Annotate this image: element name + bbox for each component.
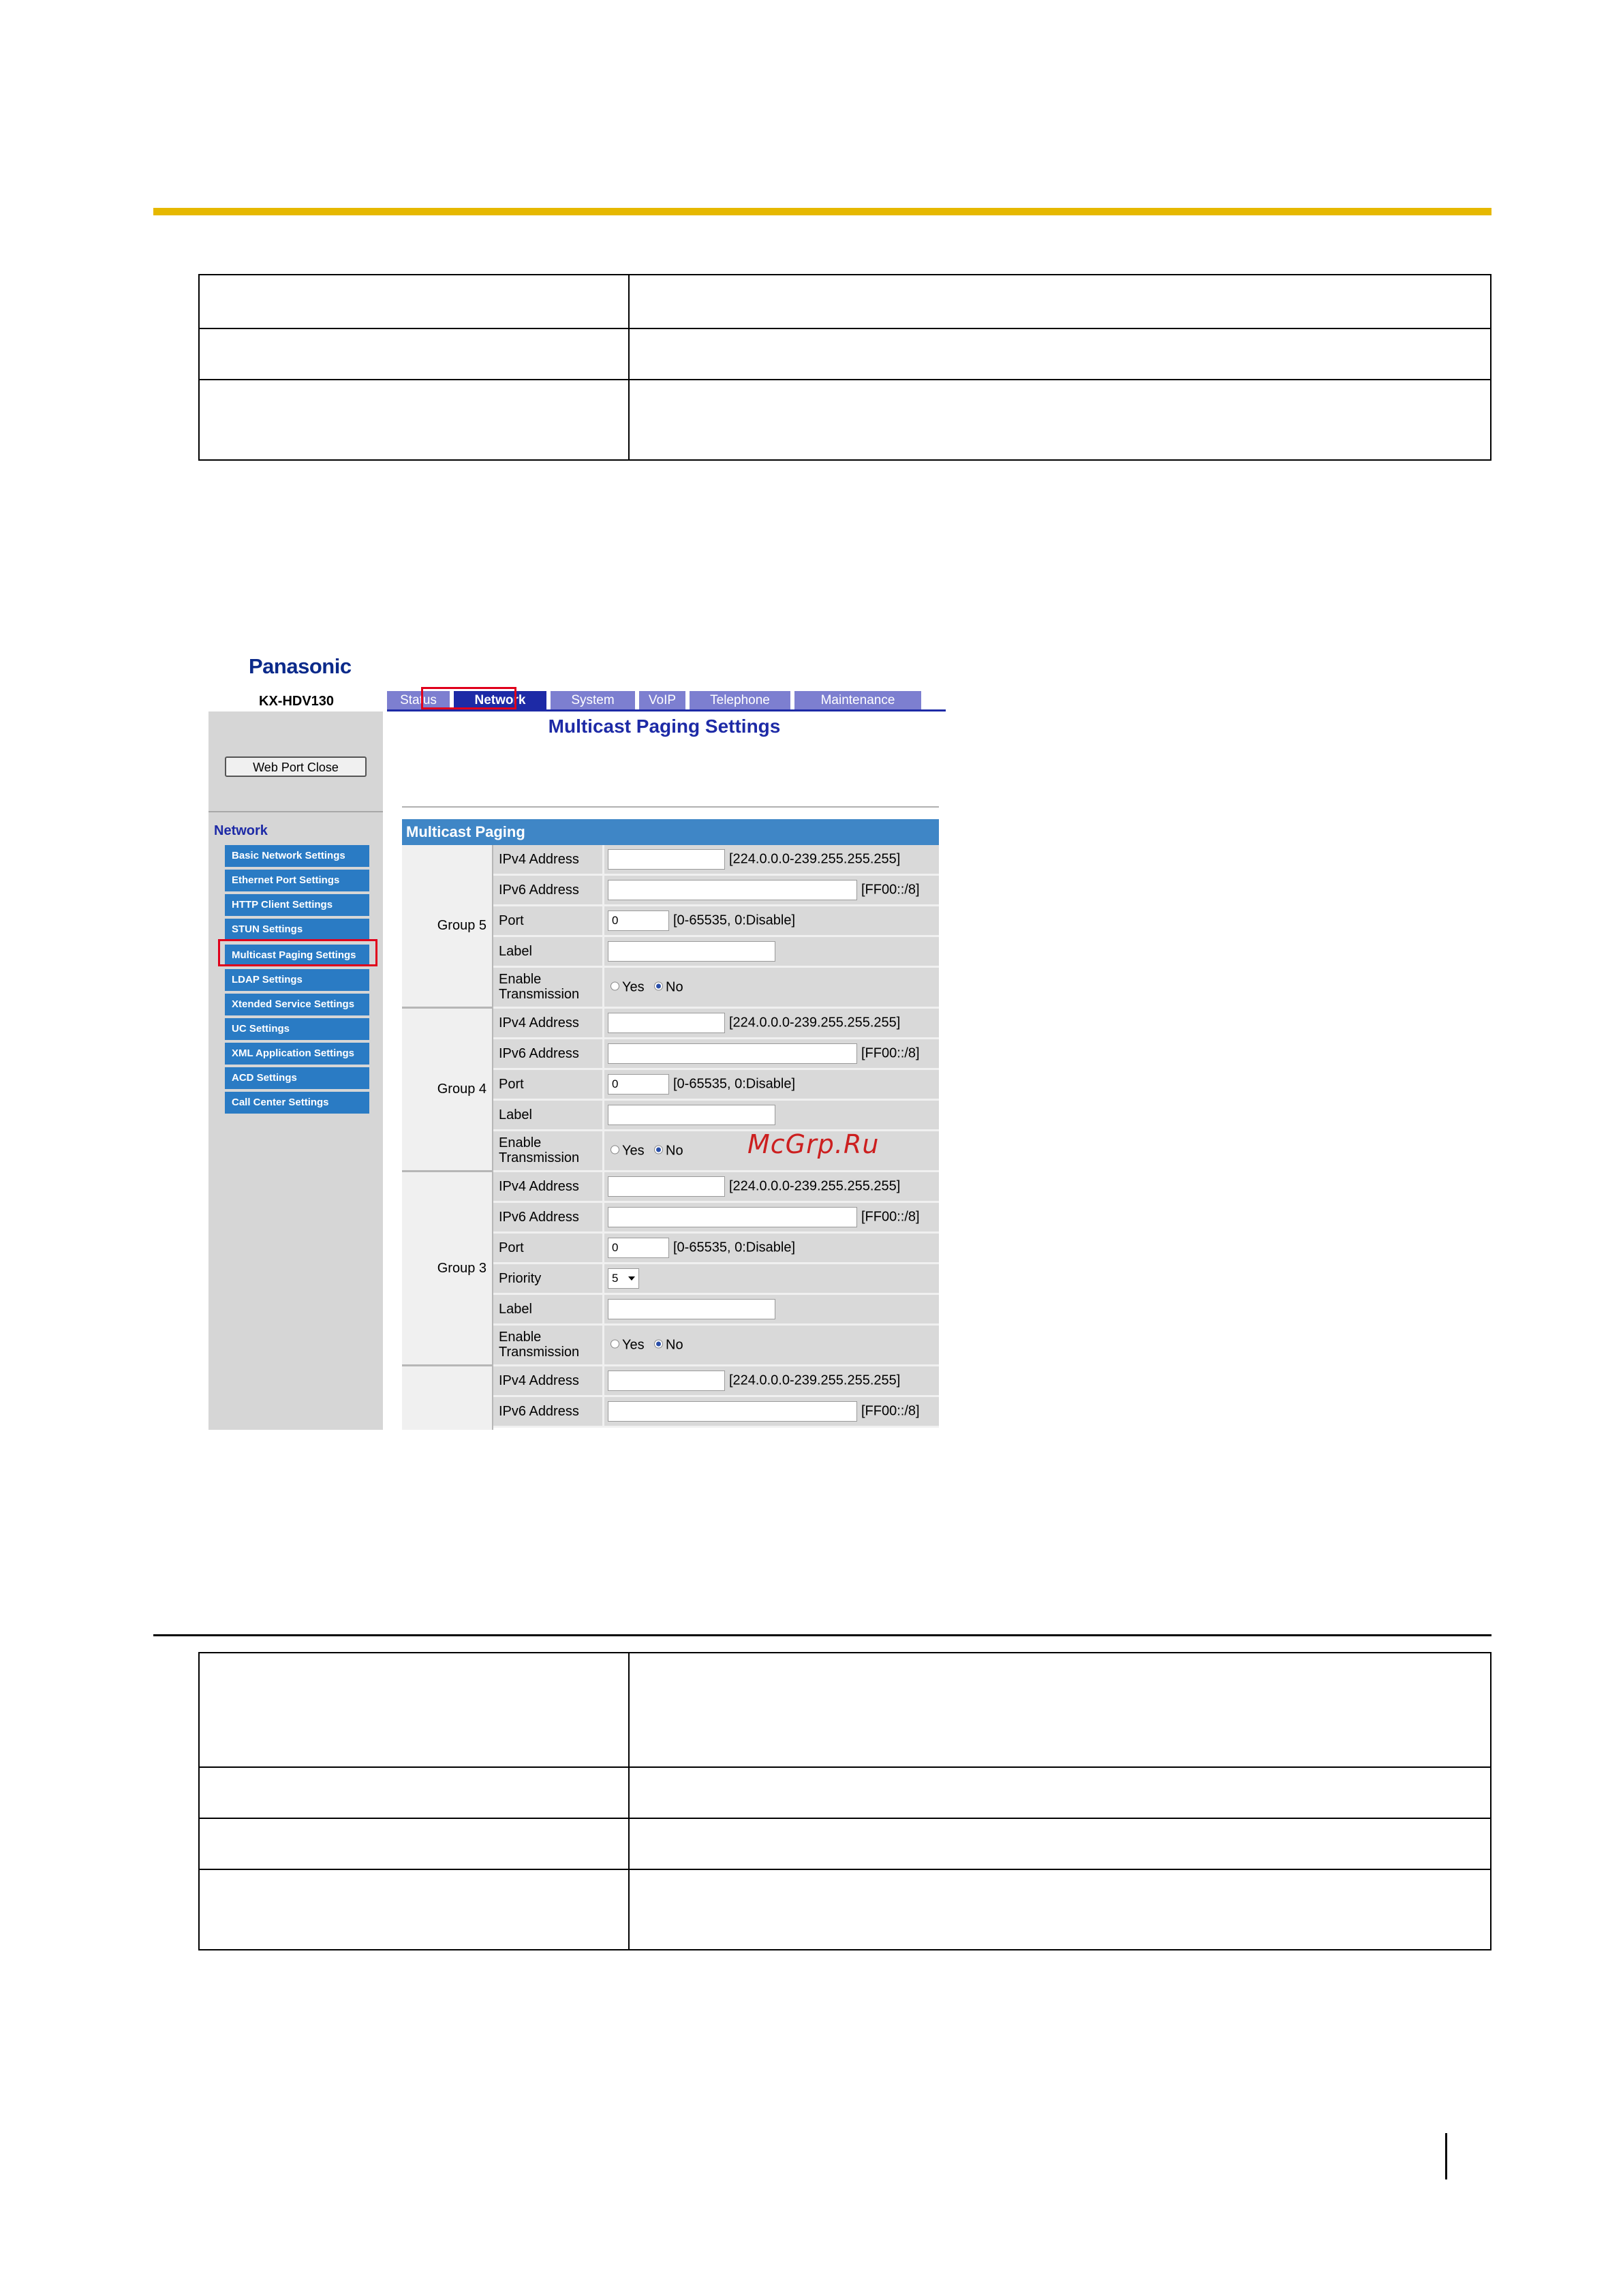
row-separator (602, 1326, 604, 1364)
no-label: No (666, 1337, 683, 1352)
ipv6-range-hint: [FF00::/8] (861, 1403, 920, 1419)
port-label: Port (499, 913, 524, 928)
label-input[interactable] (608, 1299, 775, 1319)
yes-label: Yes (622, 979, 645, 994)
form-row (493, 937, 939, 968)
no-label: No (666, 979, 683, 994)
panasonic-logo: Panasonic (249, 654, 352, 678)
row-separator (602, 845, 604, 874)
tabs-underline (387, 709, 946, 711)
table-cell (199, 1767, 629, 1818)
ipv4-address-input[interactable] (608, 849, 725, 870)
enable-transmission-label (499, 972, 579, 1002)
page-title: Multicast Paging Settings (548, 716, 781, 737)
ipv4-label: IPv4 Address (499, 1373, 579, 1388)
ipv4-address-input[interactable] (608, 1371, 725, 1391)
form-row (493, 845, 939, 876)
ipv4-label: IPv4 Address (499, 1015, 579, 1030)
row-separator (602, 1039, 604, 1068)
form-row (493, 1101, 939, 1131)
ipv6-address-input[interactable] (608, 1207, 857, 1227)
port-input[interactable]: 0 (608, 1074, 669, 1095)
yes-label: Yes (622, 1337, 645, 1352)
ipv6-address-input[interactable] (608, 1043, 857, 1064)
header-rule (153, 208, 1491, 215)
row-separator (602, 1131, 604, 1170)
row-separator (602, 1070, 604, 1099)
tab-maintenance[interactable]: Maintenance (794, 691, 921, 709)
sidebar-item-multicast-paging-settings[interactable]: Multicast Paging Settings (225, 945, 369, 966)
label-line: Enable (499, 1330, 542, 1345)
priority-select[interactable] (608, 1268, 639, 1289)
form-row (493, 1366, 939, 1397)
radio-dot (654, 1339, 663, 1348)
web-port-close-button[interactable]: Web Port Close (225, 756, 367, 777)
port-range-hint: [0-65535, 0:Disable] (673, 1240, 796, 1255)
table-cell (629, 1818, 1491, 1869)
row-separator (602, 1264, 604, 1293)
ipv4-range-hint: [224.0.0.0-239.255.255.255] (729, 1178, 901, 1194)
ipv6-range-hint: [FF00::/8] (861, 1045, 920, 1061)
sidebar-item-ethernet-port-settings[interactable]: Ethernet Port Settings (225, 870, 369, 891)
ipv6-label: IPv6 Address (499, 1046, 579, 1061)
sidebar-item-ldap-settings[interactable]: LDAP Settings (225, 969, 369, 991)
no-radio[interactable] (654, 1143, 683, 1159)
sidebar-item-call-center-settings[interactable]: Call Center Settings (225, 1092, 369, 1114)
form-row (493, 1009, 939, 1039)
label-input[interactable] (608, 1105, 775, 1125)
title-divider (402, 806, 939, 808)
label-input[interactable] (608, 941, 775, 962)
model-name: KX-HDV130 (259, 694, 335, 709)
row-separator (602, 1295, 604, 1323)
no-label: No (666, 1143, 683, 1158)
form-row (493, 1234, 939, 1264)
highlight-box (218, 939, 377, 966)
tab-telephone[interactable]: Telephone (690, 691, 790, 709)
port-input[interactable]: 0 (608, 1238, 669, 1258)
row-separator (602, 1397, 604, 1426)
form-row (493, 1397, 939, 1428)
table-cell (629, 275, 1491, 328)
form-row (493, 876, 939, 906)
label-line: Transmission (499, 987, 580, 1002)
group-name (402, 1366, 493, 1430)
sidebar-item-basic-network-settings[interactable]: Basic Network Settings (225, 845, 369, 867)
ipv4-range-hint: [224.0.0.0-239.255.255.255] (729, 1373, 901, 1388)
sidebar-item-stun-settings[interactable]: STUN Settings (225, 919, 369, 940)
label-line: Transmission (499, 1150, 580, 1165)
sidebar-item-http-client-settings[interactable]: HTTP Client Settings (225, 894, 369, 916)
radio-dot (654, 981, 663, 990)
table-cell (629, 328, 1491, 380)
sidebar-divider (208, 811, 383, 812)
ipv4-range-hint: [224.0.0.0-239.255.255.255] (729, 1015, 901, 1030)
enable-transmission-label (499, 1330, 579, 1360)
priority-label: Priority (499, 1271, 542, 1286)
ipv6-range-hint: [FF00::/8] (861, 882, 920, 898)
no-radio[interactable] (654, 1337, 683, 1353)
chevron-down-icon (628, 1276, 635, 1281)
row-separator (602, 1101, 604, 1129)
table-cell (199, 380, 629, 460)
sidebar-item-xml-application-settings[interactable]: XML Application Settings (225, 1043, 369, 1065)
ipv4-range-hint: [224.0.0.0-239.255.255.255] (729, 851, 901, 867)
table-cell (199, 275, 629, 328)
form-row (493, 1295, 939, 1326)
enable-transmission-label (499, 1135, 579, 1165)
port-range-hint: [0-65535, 0:Disable] (673, 1076, 796, 1092)
row-separator (602, 1009, 604, 1037)
tab-status[interactable]: Status (387, 691, 450, 709)
row-separator (602, 1366, 604, 1395)
tab-system[interactable]: System (551, 691, 635, 709)
ipv4-label: IPv4 Address (499, 852, 579, 867)
page-number-marker (1445, 2133, 1447, 2179)
yes-radio[interactable] (610, 1337, 645, 1353)
group-name: Group 3 (402, 1172, 493, 1366)
form-row (493, 1203, 939, 1234)
ipv6-label: IPv6 Address (499, 1210, 579, 1225)
form-row (493, 906, 939, 937)
port-label: Port (499, 1077, 524, 1092)
row-separator (602, 1234, 604, 1262)
label-label: Label (499, 1107, 532, 1122)
row-separator (602, 968, 604, 1007)
sidebar-item-xtended-service-settings[interactable]: Xtended Service Settings (225, 994, 369, 1015)
table-cell (629, 1653, 1491, 1767)
form-row (493, 1070, 939, 1101)
label-label: Label (499, 1302, 532, 1317)
web-ui-screenshot (208, 647, 946, 1430)
ipv6-label: IPv6 Address (499, 883, 579, 898)
group-name: Group 4 (402, 1009, 493, 1172)
ipv4-address-input[interactable] (608, 1013, 725, 1033)
ipv6-address-input[interactable] (608, 880, 857, 900)
form-row (493, 1172, 939, 1203)
radio-dot (610, 1339, 619, 1348)
table-cell (629, 1869, 1491, 1950)
row-separator (602, 906, 604, 935)
yes-radio[interactable] (610, 1143, 645, 1159)
yes-label: Yes (622, 1143, 645, 1158)
row-separator (602, 1172, 604, 1201)
row-separator (602, 937, 604, 966)
label-line: Enable (499, 972, 542, 987)
bottom-parameter-table (198, 1652, 1491, 1950)
port-label: Port (499, 1240, 524, 1255)
table-cell (199, 1653, 629, 1767)
ipv6-address-input[interactable] (608, 1401, 857, 1422)
radio-dot (610, 981, 619, 990)
no-radio[interactable] (654, 979, 683, 995)
form-row (493, 1264, 939, 1295)
priority-value: 5 (612, 1272, 619, 1285)
top-parameter-table (198, 274, 1491, 461)
ipv6-label: IPv6 Address (499, 1404, 579, 1419)
label-line: Transmission (499, 1345, 580, 1360)
label-label: Label (499, 944, 532, 959)
sidebar-item-uc-settings[interactable]: UC Settings (225, 1018, 369, 1040)
form-row (493, 1039, 939, 1070)
group-name: Group 5 (402, 845, 493, 1009)
ipv4-label: IPv4 Address (499, 1179, 579, 1194)
table-cell (629, 1767, 1491, 1818)
label-line: Enable (499, 1135, 542, 1150)
sidebar-item-acd-settings[interactable]: ACD Settings (225, 1067, 369, 1089)
port-range-hint: [0-65535, 0:Disable] (673, 913, 796, 928)
ipv6-range-hint: [FF00::/8] (861, 1209, 920, 1225)
watermark: McGrp.Ru (747, 1129, 880, 1159)
table-cell (629, 380, 1491, 460)
radio-dot (610, 1145, 619, 1154)
tab-voip[interactable]: VoIP (639, 691, 685, 709)
tab-network[interactable]: Network (454, 691, 546, 709)
form-row (493, 968, 939, 1009)
section-header: Multicast Paging (402, 819, 939, 845)
ipv4-address-input[interactable] (608, 1176, 725, 1197)
yes-radio[interactable] (610, 979, 645, 995)
port-input[interactable]: 0 (608, 910, 669, 931)
radio-dot (654, 1145, 663, 1154)
table-cell (199, 1818, 629, 1869)
highlight-box (421, 687, 516, 709)
table-cell (199, 1869, 629, 1950)
form-row (493, 1326, 939, 1366)
table-cell (199, 328, 629, 380)
row-separator (602, 876, 604, 904)
row-separator (602, 1203, 604, 1231)
sidebar-title: Network (214, 823, 268, 838)
section-rule (153, 1634, 1491, 1636)
